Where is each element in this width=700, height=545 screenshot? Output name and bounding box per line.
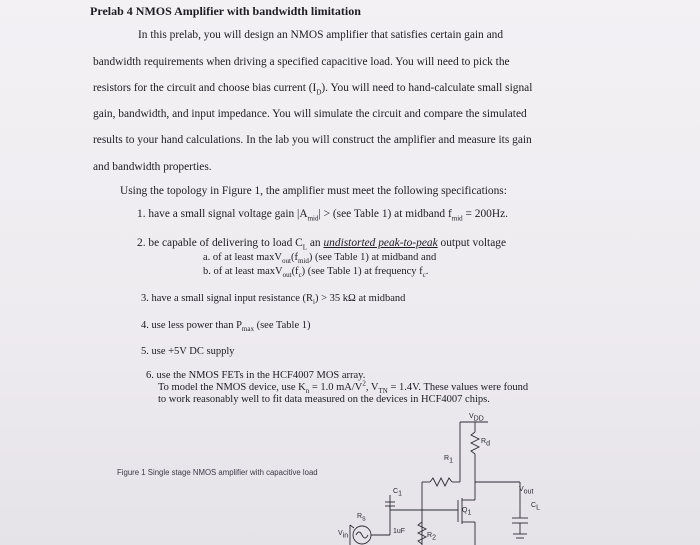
r2-label: $R_2$ (427, 532, 436, 542)
spec-intro: Using the topology in Figure 1, the amplifier must meet the following specifications: (120, 185, 507, 197)
spec-item-6-line-1: 6. use the NMOS FETs in the HCF4007 MOS array. (146, 370, 366, 381)
spec-item-1: 1. have a small signal voltage gain $|A_{mid}| > (see$ Table 1) at midband $f_{mid} = 200Hz$. (137, 208, 508, 223)
intro-line-4: gain, bandwidth, and input impedance. You will simulate the circuit and compare the simulated (93, 108, 527, 120)
r1-resistor (430, 478, 452, 486)
rs-label: $R_s$ (357, 513, 366, 523)
document-title: Prelab 4 NMOS Amplifier with bandwidth limitation (90, 4, 361, 18)
c1-label: $C_1$ (393, 488, 402, 498)
q1-label: $Q_1$ (462, 507, 472, 517)
spec-item-4: 4. use less power than $P_{max}$ (see Table 1) (141, 320, 311, 334)
r1-label: $R_1$ (444, 455, 453, 465)
spec-item-6-line-2: To model the NMOS device, use $K_n = 1.0$ $mA/V^2$, $V_{TN} = 1.4V$. These values were found (158, 379, 529, 396)
vout-label: $V_{out}$ (519, 486, 534, 496)
cap-value-label: 1uF (393, 528, 406, 535)
intro-line-1: In this prelab, you will design an NMOS amplifier that satisfies certain gain and (138, 29, 504, 41)
intro-line-5: results to your hand calculations. In the lab you will construct the amplifier and measure its gain (93, 134, 532, 146)
figure-caption: Figure 1 Single stage NMOS amplifier with capacitive load (117, 468, 318, 477)
vdd-label: $V_{DD}$ (469, 413, 484, 423)
rd-resistor (471, 432, 479, 454)
rd-label: $R_d$ (481, 438, 490, 448)
amplifier-schematic (330, 410, 570, 545)
intro-line-6: and bandwidth properties. (93, 161, 212, 173)
spec-item-5: 5. use +5V DC supply (141, 346, 235, 357)
vin-label: $V_{in}$ (338, 530, 349, 540)
spec-item-2b: b. of at least $\max V_{out}(f_c)$ (see Table 1) at frequency $f_c$. (203, 266, 429, 280)
spec-item-2a: a. of at least $\max V_{out}(f_{mid})$ (see Table 1) at midband and (203, 252, 437, 266)
spec-item-3: 3. have a small signal input resistance $(R_i) > 35$ kΩ at midband (141, 293, 406, 307)
spec-item-2: 2. be capable of delivering to load $C_L$ an undistorted peak-to-peak output voltage (137, 237, 507, 252)
intro-line-3: resistors for the circuit and choose bias current $(I_D)$. You will need to hand-calculate small signal (93, 82, 533, 97)
intro-line-2: bandwidth requirements when driving a specified capacitive load. You will need to pick the (93, 56, 510, 68)
cl-label: $C_L$ (531, 502, 540, 512)
spec-item-6-line-3: to work reasonably well to fit data measured on the devices in HCF4007 chips. (158, 394, 490, 405)
